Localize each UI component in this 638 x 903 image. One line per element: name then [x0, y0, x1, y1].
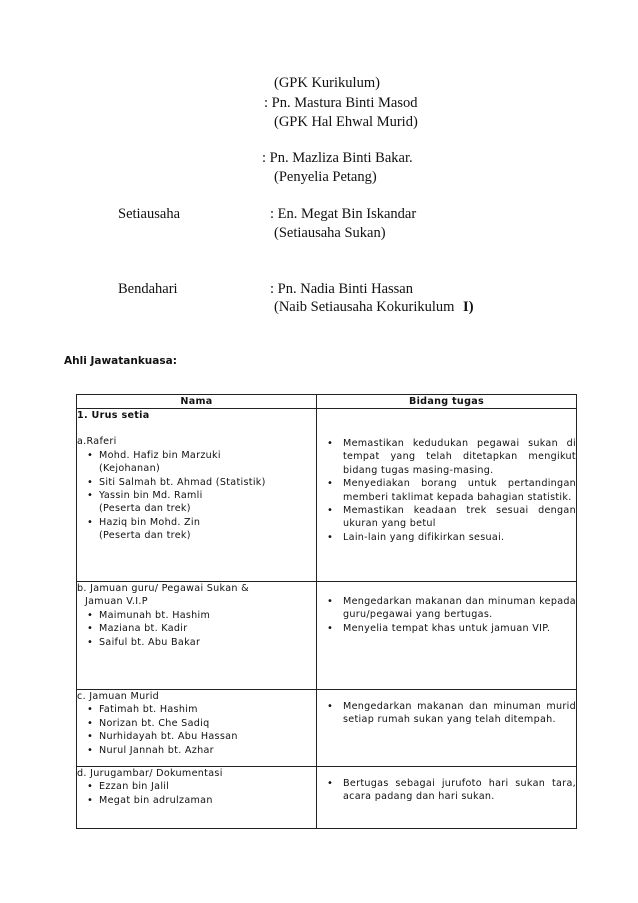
list-item: • Fatimah bt. Hashim: [77, 703, 316, 716]
setiausaha-label: Setiausaha: [118, 206, 181, 222]
group-title: d. Jurugambar/ Dokumentasi: [77, 768, 223, 779]
bendahari-role-text: (Naib Setiausaha Kokurikulum: [274, 299, 455, 315]
table-row: [77, 582, 577, 690]
duty-item: • Lain-lain yang difikirkan sesuai.: [317, 531, 576, 544]
duties-cell: [317, 582, 577, 690]
list-item-note: (Peserta dan trek): [99, 530, 191, 542]
committee-role-gpk-kurikulum: (GPK Kurikulum): [274, 75, 380, 91]
table-row: [77, 409, 577, 582]
table-header-row: [77, 395, 577, 409]
duty-item: • Mengedarkan makanan dan minuman kepada guru/pegawai yang bertugas.: [317, 595, 576, 622]
group-title: 1. Urus setia: [77, 410, 150, 421]
list-item: • Nurul Jannah bt. Azhar: [77, 744, 316, 757]
table-row: [77, 690, 577, 767]
header-bidang-tugas: Bidang tugas: [317, 395, 577, 409]
list-item: • Mohd. Hafiz bin Marzuki: [77, 449, 316, 462]
duty-item: • Memastikan kedudukan pegawai sukan di tempat yang telah ditetapkan mengikut bidang tugas masing-masing.: [317, 437, 576, 477]
names-cell: [77, 582, 317, 690]
bendahari-label: Bendahari: [118, 281, 178, 297]
duty-item: • Bertugas sebagai jurufoto hari sukan tara, acara padang dan hari sukan.: [317, 777, 576, 804]
list-item: • Yassin bin Md. Ramli: [77, 489, 316, 502]
list-item-note: (Peserta dan trek): [99, 503, 191, 515]
setiausaha-name: : En. Megat Bin Iskandar: [270, 206, 417, 222]
duty-item: • Memastikan keadaan trek sesuai dengan ukuran yang betul: [317, 504, 576, 531]
list-item: • Ezzan bin Jalil: [77, 780, 316, 793]
sub-title: a.Raferi: [77, 436, 117, 448]
list-item: • Megat bin adrulzaman: [77, 794, 316, 807]
names-cell: [77, 409, 317, 582]
header-nama: Nama: [77, 395, 317, 409]
list-item: • Haziq bin Mohd. Zin: [77, 516, 316, 529]
committee-role-penyelia: (Penyelia Petang): [274, 169, 377, 185]
names-cell: [77, 767, 317, 829]
list-item: • Norizan bt. Che Sadiq: [77, 717, 316, 730]
list-item: • Maimunah bt. Hashim: [77, 609, 316, 622]
list-item-note: (Kejohanan): [99, 463, 161, 475]
duties-cell: [317, 409, 577, 582]
section-heading: Ahli Jawatankuasa:: [64, 355, 177, 367]
duty-item: • Mengedarkan makanan dan minuman murid setiap rumah sukan yang telah ditempah.: [317, 700, 576, 727]
list-item: • Siti Salmah bt. Ahmad (Statistik): [77, 476, 316, 489]
bendahari-role-suffix: I): [463, 299, 474, 315]
committee-name-mastura: : Pn. Mastura Binti Masod: [264, 95, 418, 111]
table-row: [77, 767, 577, 829]
list-item: • Saiful bt. Abu Bakar: [77, 636, 316, 649]
committee-table: [76, 394, 577, 829]
duty-item: • Menyediakan borang untuk pertandingan memberi taklimat kepada bahagian statistik.: [317, 477, 576, 504]
committee-name-mazliza: : Pn. Mazliza Binti Bakar.: [262, 150, 413, 166]
bendahari-role: [274, 299, 474, 316]
group-title: c. Jamuan Murid: [77, 691, 160, 702]
bendahari-name: : Pn. Nadia Binti Hassan: [270, 281, 413, 297]
duties-cell: [317, 690, 577, 767]
list-item: • Nurhidayah bt. Abu Hassan: [77, 730, 316, 743]
duty-item: • Menyelia tempat khas untuk jamuan VIP.: [317, 622, 576, 635]
setiausaha-role: (Setiausaha Sukan): [274, 225, 386, 241]
duties-cell: [317, 767, 577, 829]
list-item: • Maziana bt. Kadir: [77, 622, 316, 635]
group-title-cont: Jamuan V.I.P: [85, 596, 148, 608]
group-title: b. Jamuan guru/ Pegawai Sukan &: [77, 583, 249, 594]
names-cell: [77, 690, 317, 767]
committee-role-gpk-hem: (GPK Hal Ehwal Murid): [274, 114, 418, 130]
